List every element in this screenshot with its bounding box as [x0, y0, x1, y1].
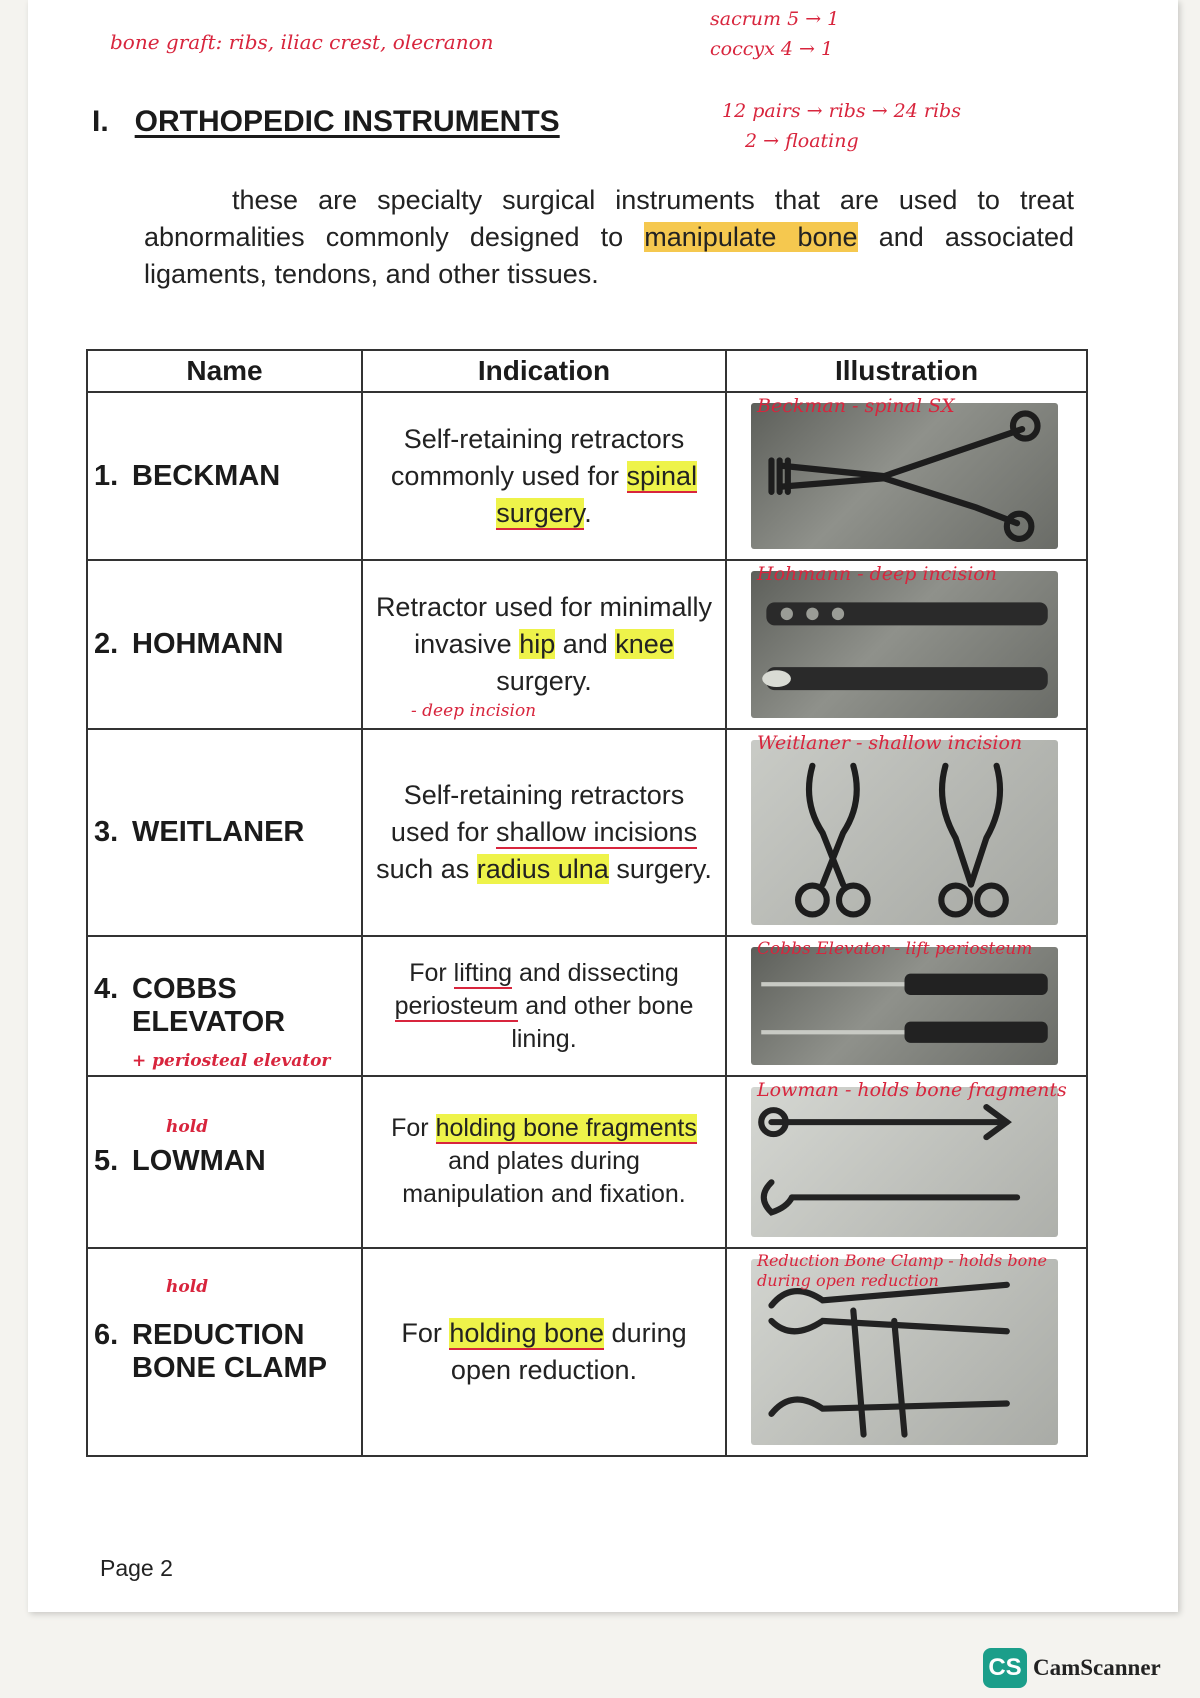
table-row: [87, 560, 1087, 728]
instrument-indication: [362, 560, 726, 728]
table-row: [87, 1076, 1087, 1248]
indication-highlight: knee: [615, 628, 674, 659]
indication-text: Self-retaining retractors used for: [390, 780, 685, 848]
indication-highlight: hip: [519, 628, 556, 659]
instrument-illustration: [726, 1248, 1087, 1456]
section-title: ORTHOPEDIC INSTRUMENTS: [134, 105, 560, 138]
name-note: hold: [166, 1116, 209, 1137]
indication-note: - deep incision: [411, 700, 537, 721]
intro-highlight: manipulate bone: [644, 222, 858, 252]
header-indication: Indication: [362, 350, 726, 392]
indication-text: surgery.: [608, 854, 712, 885]
instrument-indication: [362, 392, 726, 560]
instrument-label: REDUCTION: [132, 1319, 305, 1352]
row-number: 5.: [94, 1145, 119, 1178]
indication-highlight: radius ulna: [476, 854, 609, 885]
indication-highlight: lifting: [453, 958, 513, 987]
row-number: 2.: [94, 627, 119, 660]
instrument-label: BECKMAN: [132, 459, 281, 492]
row-number: 3.: [94, 816, 119, 849]
indication-text: Retractor used for minimally invasive: [375, 591, 713, 659]
indication-highlight: holding bone: [449, 1318, 605, 1349]
beckman-retractor-photo: [751, 403, 1058, 549]
header-name: Name: [87, 350, 362, 392]
instrument-label: HOHMANN: [132, 627, 284, 660]
section-numeral: I.: [92, 105, 109, 138]
table-row: [87, 936, 1087, 1075]
instrument-label: WEITLANER: [132, 816, 305, 849]
instrument-illustration: [726, 560, 1087, 728]
row-number: 6.: [94, 1319, 119, 1352]
note-bone-graft: bone graft: ribs, iliac crest, olecranon: [110, 30, 494, 54]
row-number: 4.: [94, 973, 119, 1006]
indication-text: during open reduction.: [450, 1318, 687, 1386]
illustration-note: Weitlaner - shallow incision: [757, 731, 1023, 754]
table-row: [87, 392, 1087, 560]
instrument-name: [87, 729, 362, 937]
illustration-note: Reduction Bone Clamp - holds bone during open reduction: [757, 1251, 1047, 1291]
indication-text: and: [555, 628, 616, 659]
instrument-indication: [362, 729, 726, 937]
weitlaner-retractor-photo: [751, 740, 1058, 926]
lowman-clamp-photo: [751, 1087, 1058, 1237]
instrument-indication: [362, 1076, 726, 1248]
instrument-illustration: [726, 729, 1087, 937]
cobbs-elevator-photo: [751, 947, 1058, 1064]
instrument-illustration: [726, 1076, 1087, 1248]
illustration-note: Cobbs Elevator - lift periosteum: [757, 939, 1033, 960]
table-row: [87, 729, 1087, 937]
row-number: 1.: [94, 459, 119, 492]
illustration-note: Hohmann - deep incision: [757, 563, 997, 586]
note-coccyx: coccyx 4 → 1: [710, 38, 834, 60]
intro-text-2: and associated ligaments, tendons, and other tissues.: [144, 222, 1074, 289]
instrument-name: [87, 560, 362, 728]
indication-highlight: spinal: [626, 460, 698, 491]
instrument-label: COBBS: [132, 973, 237, 1006]
table-row: [87, 1248, 1087, 1456]
instrument-name: [87, 392, 362, 560]
camscanner-watermark: [983, 1648, 1161, 1688]
camscanner-name: CamScanner: [1033, 1655, 1161, 1680]
indication-text: and plates during manipulation and fixation.: [402, 1147, 686, 1209]
indication-text: For: [391, 1114, 436, 1143]
page-number: Page 2: [100, 1555, 173, 1581]
indication-highlight: holding bone fragments: [435, 1114, 697, 1143]
note-sacrum: sacrum 5 → 1: [710, 8, 840, 30]
header-illustration: Illustration: [726, 350, 1087, 392]
indication-text: and dissecting: [512, 958, 679, 987]
indication-highlight: periosteum: [394, 991, 519, 1020]
instrument-label: LOWMAN: [132, 1145, 266, 1178]
illustration-note: Beckman - spinal SX: [757, 395, 955, 417]
section-heading: [92, 105, 560, 139]
camscanner-logo: CS: [983, 1648, 1027, 1688]
instrument-label-line2: BONE CLAMP: [132, 1352, 327, 1385]
indication-text: surgery.: [496, 665, 592, 696]
instrument-name: [87, 1076, 362, 1248]
indication-text: For: [401, 1318, 450, 1349]
table-header-row: [87, 350, 1087, 392]
indication-text: For: [409, 958, 454, 987]
indication-text: Self-retaining retractors commonly used for: [390, 423, 685, 491]
indication-text: and other bone lining.: [511, 991, 694, 1053]
instrument-name: [87, 936, 362, 1075]
instrument-illustration: [726, 936, 1087, 1075]
hohmann-retractor-photo: [751, 571, 1058, 717]
intro-text-1: these are specialty surgical instruments that are used to treat abnormalities commonly designed to: [144, 185, 1074, 252]
indication-highlight: shallow incisions: [495, 817, 698, 848]
indication-text: such as: [376, 854, 477, 885]
indication-highlight: surgery: [496, 497, 585, 528]
name-note: + periosteal elevator: [132, 1050, 331, 1071]
instrument-label-line2: ELEVATOR: [132, 1006, 286, 1039]
instrument-indication: [362, 936, 726, 1075]
intro-paragraph: [144, 182, 1074, 293]
note-rib-pairs: 12 pairs → ribs → 24 ribs: [722, 100, 961, 122]
name-note: hold: [166, 1277, 209, 1298]
note-floating: 2 → floating: [745, 130, 859, 152]
instrument-table: [86, 349, 1088, 1457]
instrument-name: [87, 1248, 362, 1456]
instrument-illustration: [726, 392, 1087, 560]
indication-text: .: [584, 497, 592, 528]
illustration-note: Lowman - holds bone fragments: [757, 1078, 1067, 1101]
instrument-indication: [362, 1248, 726, 1456]
